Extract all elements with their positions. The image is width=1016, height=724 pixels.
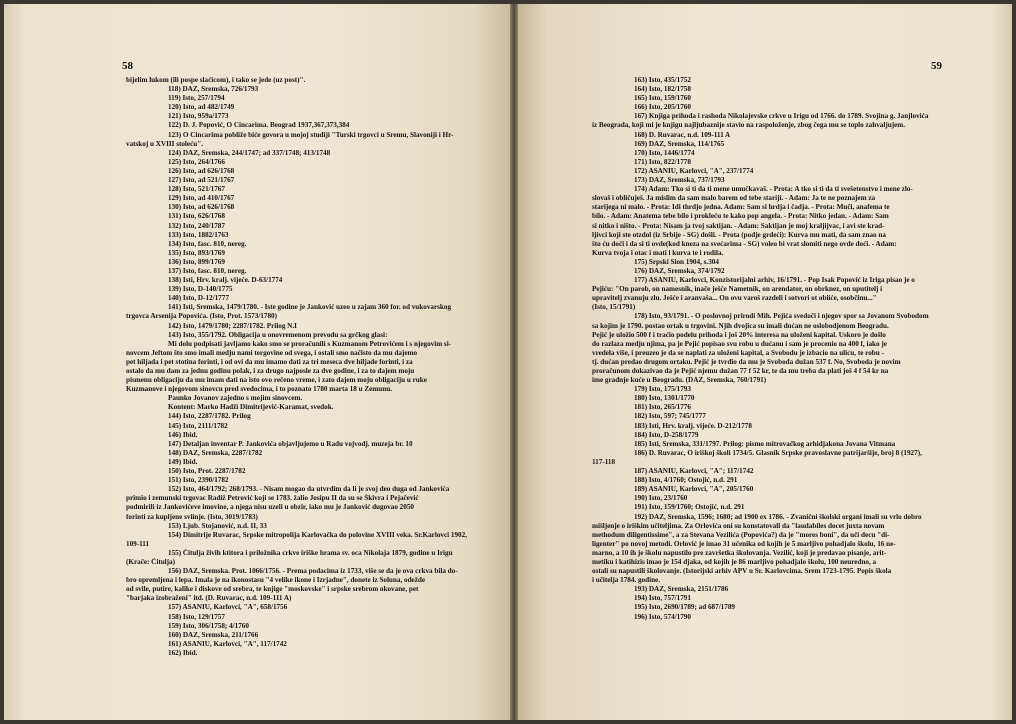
text-line: vredela više, i preuzeo je da se naplati za uloženi kapital, a Svobodu je izbacio na ulicu, te robu - [592,348,884,357]
text-line: 186) D. Ruvarac, O iriškoj školi 1734/5. Glasnik Srpske pravoslavne patrijaršije, broj 8 (1927), [634,448,922,457]
text-line: 175) Srpski Sion 1904, s.304 [634,257,719,266]
footnotes-text [592,76,968,622]
left-page [4,4,510,720]
text-line: 193) DAZ, Sremska, 2151/1786 [634,585,729,594]
text-line: pet hiljada i pet stotina forinti, i od ovi da mu imamo dati za tri meseca dve hiljade forinti, i za [126,357,413,366]
text-line: 121) Isto, 959a/1773 [168,112,229,121]
text-line: 142) Isto, 1479/1780; 2287/1782. Prilog N.I [168,321,297,330]
text-line: 109-111 [126,539,150,548]
text-line: 185) Isti, Sremska, 331/1797. Prilog: pismo mitrovačkog arhidjakona Jovana Vitmana [634,439,896,448]
text-line: 148) DAZ, Sremska, 2287/1782 [168,448,263,457]
text-line: 176) DAZ, Sremska, 374/1792 [634,266,725,275]
text-line: 122) D. J. Popović, O Cincarima. Beograd 1937,367,373,384 [168,121,350,130]
text-line: 145) Isto, 2111/1782 [168,421,228,430]
text-line: (Krače: Čitulja) [126,557,175,566]
text-line: i učitelja 1784. godine. [592,576,660,585]
text-line: 149) Ibid. [168,457,198,466]
text-line: 146) Ibid. [168,430,198,439]
text-line: 192) DAZ, Sremska, 1596; 1680; ad 1900 ex 1786. - Zvanični školski organi imali su vrlo dobro [634,512,922,521]
text-line: 194) Isto, 757/1791 [634,594,691,603]
text-line: 160) DAZ, Sremska, 211/1766 [168,630,259,639]
text-line: trgovca Arsenija Popovića. (Isto, Prot. 1573/1780) [126,312,277,321]
text-line: bilo. - Adam: Anatema tebe bilo i prokleću te kako pop angela. - Prota: Nitko jedan. - Adam: Sam [592,212,889,221]
footnotes-text [126,76,502,658]
text-line: ljivci koji ste otzdol (iz Srbije - SG) došli. - Prota (podje grdeći): Kurva mu mati, da sam znao na [592,230,886,239]
text-line: 139) Isto, D-140/1775 [168,285,233,294]
text-line: 191) Isto, 159/1760; Ostojić, n.d. 291 [634,503,745,512]
page-number: 59 [931,60,942,72]
text-line: 182) Isto, 597; 745/1777 [634,412,706,421]
text-line: 157) ASANIU, Karlovci, "A", 658/1756 [168,603,288,612]
text-line: 133) Isto, 1882/1763 [168,230,229,239]
text-line: 173) DAZ, Sremska, 737/1793 [634,176,725,185]
text-line: 189) ASANIU, Karlovci, "A", 205/1760 [634,485,754,494]
text-line: 164) Isto, 182/1758 [634,85,691,94]
text-line: Kontent: Marko Hadži Dimitrijević-Karamat, svedok. [168,403,334,412]
text-line: 172) ASANIU, Karlovci, "A", 237/1774 [634,166,754,175]
text-line: 123) O Cincarima pobliže biće govora u mojoj studiji "Turski trgovci u Sremu, Slavoniji i Hr- [168,130,454,139]
text-line: 195) Isto, 2690/1789; ad 687/1789 [634,603,735,612]
text-line: 180) Isto, 1301/1770 [634,394,695,403]
text-line: 170) Isto, 1446/1774 [634,148,695,157]
text-line: slovaš i obličuješ. Ja mislim da sam malo barem od tebe stariji. - Adam: Ja te ne poznajem za [592,194,876,203]
text-line: 143) Isto, 355/1792. Obligacija u onovremenom prevodu sa grčkog glasi: [168,330,388,339]
text-line: 132) Isto, 240/1787 [168,221,225,230]
text-line: 152) Isto, 464/1792; 268/1793. - Nisam mogao da utvrdim da li je svoj deo duga od Jankovića [168,485,450,494]
text-line: 178) Isto, 93/1791. - O poslovnoj prirodi Mih. Pejića svedoči i njegov spor sa Jovanom Svobodom [634,312,929,321]
text-line: ostali su napustili školovanje. (Istorijski arhiv APV u Sr. Karlovcima. Srem 1723-1795. Popis škola [592,567,892,576]
text-line: 127) Isto, ad 521/1767 [168,176,235,185]
text-line: 134) Isto, fasc. 810, nereg. [168,239,247,248]
text-line: proračunom dokazivao da je Pejić njemu dužan 77 f 52 kr, te da mu treba da plati još 4 f 54 kr na [592,367,889,375]
text-line: 196) Isto, 574/1790 [634,612,691,621]
text-line: 118) DAZ, Sremska, 726/1793 [168,85,259,94]
text-line: 130) Isto, ad 626/1768 [168,203,235,212]
text-line: 166) Isto, 205/1760 [634,103,691,112]
text-line: 181) Isto, 265/1776 [634,403,691,412]
right-page [518,4,1012,720]
text-line: 144) Isto, 2287/1782. Prilog [168,412,251,421]
text-line: ostalo da mu dam za jednu godinu polak, i za drugo najposle za dve godine, i za to dajem moju [126,367,415,375]
text-line: 125) Isto, 264/1766 [168,157,225,166]
book-spread [4,4,1012,720]
text-line: ligenter" po novoj metodi. Orlović je imao 31 učenika od kojih je 5 marljivo pohadjalo školu, 16 ne- [592,539,896,548]
text-line: primio i zemunski trgovac Radiž Petrović koji se 1783. žalio Josipu II da su se Škivra i Pejačević [126,494,419,503]
text-line: "barjaka izobraženi" itd. (D. Ruvarac, n.d. 109-111 A) [126,594,292,603]
text-line: 161) ASANIU, Karlovci, "A", 117/1742 [168,639,287,648]
text-line: 188) Isto, 4/1760; Ostojić, n.d. 291 [634,476,738,485]
text-line: 124) DAZ, Sremska, 244/1747; ad 337/1748; 413/1748 [168,148,331,157]
text-line: 140) Isto, D-12/1777 [168,294,229,303]
text-line: 187) ASANIU, Karlovci, "A"; 117/1742 [634,467,754,476]
text-line: od svile, putire, kalike i diskove od srebra, te knjige "moskovske" i srpske srebrom okovane, pet [126,585,419,594]
page-number: 58 [122,60,133,72]
text-line: 155) Čitulja živih ktitora i priložnika crkve iriške hrama sv. oca Nikolaja 1879, godine u Irigu [168,548,453,557]
text-line: 120) Isto, ad 482/1749 [168,103,235,112]
text-line: 151) Isto, 2390/1782 [168,476,229,485]
text-line: 154) Dimitrije Ruvarac, Srpske mitropolija Karlovačka do polovine XVIII veka. Sr.Karlovci 1902, [168,530,467,539]
text-line: podmirili iz Jankovićeve imovine, a njega nisu uzeli u obzir, iako mu je Janković dugovao 2050 [126,503,414,512]
text-line: 184) Isto, D-258/1779 [634,430,699,439]
text-line: Pejiću: "On parob, on namesnik, inače ješće Nametnik, on arendator, on obrknez, on uputitelj i [592,285,883,294]
text-line: 159) Isto, 306/1758; 4/1760 [168,621,249,630]
text-line: 147) Detaljan inventar P. Jankovića objavljujemo u Radu vojvodj. muzeja br. 10 [168,439,413,448]
text-line: 129) Isto, ad 410/1767 [168,194,235,203]
text-line: što ću doći i da si ti ovde(kod kneza na svećarima - SG) voleo bi vrat slomiti nego ovde doći. - Adam: [592,239,897,248]
text-line: 141) Isti, Sremska, 1479/1780. - Iste godine je Janković uzeo u zajam 360 for. od vukovarskog [168,303,452,312]
text-line: starijega ni malo. - Prota: Idi thrdjo jedna. Adam: Sam si hrdja i čadja. - Prota: Muči, anafema te [592,203,890,212]
text-line: 169) DAZ, Sremska, 114/1765 [634,139,725,148]
text-line: sa kojim je 1790. postao ortak u trgovini. Njih dvojica su imali dućan ne oslobodjenom Beogradu. [592,321,889,330]
text-line: 158) Isto, 129/1757 [168,612,225,621]
text-line: 174) Adam: Tko si ti da ti mene umučkavaš. - Prota: A tko si ti da ti svešetenstvo i mene zlo- [634,185,913,194]
text-line: 179) Isto, 175/1793 [634,385,691,394]
text-line: 183) Isti, Hrv. kralj. vijeće. D-212/1778 [634,421,752,430]
text-line: 171) Isto, 822/1778 [634,157,691,166]
text-line: forinti za kupljene sviinje. (Isto, 3019/1783) [126,512,258,521]
text-line: vatskoj u XVIII stoleću". [126,139,203,148]
text-line: tj. dućan predao drugom ortaku. Pejić je tvrdio da mu je Svoboda dužan 537 f. No, Svoboda je novim [592,357,901,366]
text-line: 128) Isto, 521/1767 [168,185,225,194]
text-line: 153) Ljub. Stojanović, n.d. II, 33 [168,521,267,530]
text-line: 190) Isto, 23/1760 [634,494,688,503]
text-line: 138) Isti, Hrv. kralj. vijeće. D-63/1774 [168,276,283,285]
text-line: 168) D. Ruvarac, n.d. 109-111 A [634,130,731,139]
text-line: bijelim lukom (ili pospe slaćicom), i tako se jede (uz post)". [126,76,306,84]
text-line: ime gradnje kuće u Beogradu. (DAZ, Sremska, 760/1791) [592,376,767,385]
text-line: 117-118 [592,457,616,466]
text-line: upravitelj zvanuju zlu. Ješće i aranvaša... On ovu varoš razdeli i sotvori ot obiiće, osobčinu..." [592,294,877,303]
text-line: methodum diligentissime", a za Stevana Vezilića (Popovića?) da je "mores boni", da uči decu "di- [592,530,890,539]
text-line: marno, a 10 ih je školu napustilo pre završetka školovanja. Vezilić, koji je predavao pisanje, arit- [592,548,887,557]
text-line: novcem Jeftom što smo imali medju nami tergovine od svega, i ostali smo načisto da mu dajemo [126,348,418,357]
text-line: Kurva tvoja i otac i mati i kurva te i rodila. [592,248,724,257]
text-line: bro opremljena i lepa. Imala je na ikonostasu "4 velike ikone i Izrjadne", donete iz Soluna, odežde [126,576,426,585]
text-line: 135) Isto, 893/1769 [168,248,225,257]
text-line: 163) Isto, 435/1752 [634,76,691,84]
text-line: 119) Isto, 257/1794 [168,94,225,103]
text-line: 137) Isto, fasc. 810, nereg. [168,266,247,275]
book-gutter [510,4,518,720]
text-line: 131) Isto, 626/1768 [168,212,225,221]
text-line: 126) Isto, ad 626/1768 [168,166,235,175]
text-line: Kuzmanove i njegovom sinovcu pred svedocima, i to poznato 1780 marta 18 u Zemunu. [126,385,392,394]
text-line: Paunko Jovanov zajedno s mojim sinovcem. [168,394,303,403]
text-line: 156) DAZ, Sremska. Prot. 1066/1756. - Prema podacima iz 1733, više se da je ova crkva bila do- [168,567,458,576]
text-line: 177) ASANIU, Karlovci, Konzistorijalni arhiv, 16/1791. - Pop Isak Popović iz Iriga pisao je o [634,276,915,285]
text-line: si nitko i ništo. - Prota: Nisam ja tvoj saktijan. - Adam: Saktijan je moj kraljijvac, i avi ste krad- [592,221,885,230]
text-line: 162) Ibid. [168,648,198,657]
text-line: 150) Isto, Prot. 2287/1782 [168,467,246,476]
text-line: Pejić je uložio 500 f i traćio podelu prihoda i još 20% interesa na uloženi kapital. Uskoro je došlo [592,330,886,339]
text-line: do razlaza medju njima, pa je Pejić popisao svu robu u dućanu i sam je procenio na 400 f, iako je [592,339,887,348]
text-line: 165) Isto, 159/1760 [634,94,691,103]
text-line: iz Beograda, koji mi je knjigu najljubaznije stavio na raspoloženje, zbog čega mu se toplo zahvaljujem. [592,121,905,130]
text-line: 167) Knjiga prihoda i rashoda Nikolajevske crkve u Irigu od 1766. do 1789. Svojina g. Janjlovića [634,112,929,121]
text-line: metiku i katihizis imao je 154 djaka, od kojih je 86 marljivo pohadjalo školu, 100 neuredno, a [592,557,877,566]
text-line: pismenu obligaciju da mu imam dati na isto ovo rečeno vreme, i zato dajem moju obligaciju u ruke [126,376,427,385]
text-line: Mi dolu podpisati javljamo kako smo se proračunili s Kuzmanom Petrovićem i s njegovim si- [168,339,452,348]
text-line: (Isto, 15/1791) [592,303,636,312]
text-line: mišljenje o iriškim učiteljima. Za Orlovića oni su konstatovali da "laudabiles docet juxta novam [592,521,885,530]
text-line: 136) Isto, 899/1769 [168,257,225,266]
